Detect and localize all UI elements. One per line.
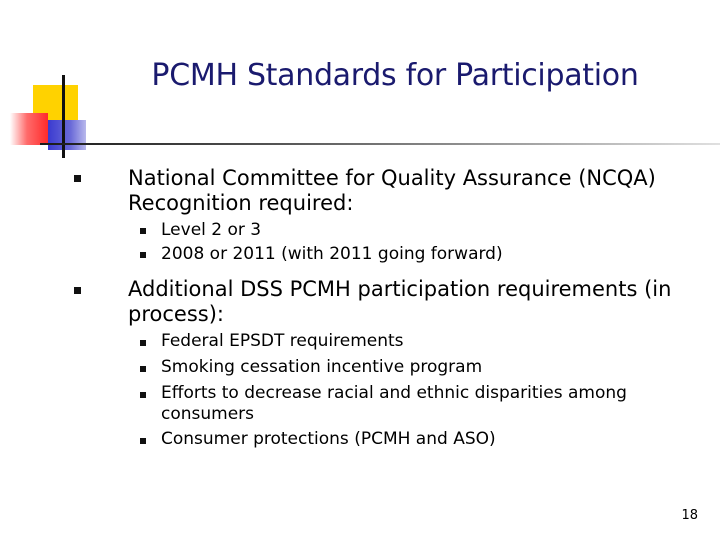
sub-bullet-marker <box>140 366 146 372</box>
blue-square <box>48 120 86 150</box>
title-divider-line <box>40 143 720 145</box>
bullet-text-line: Recognition required: <box>128 191 354 215</box>
red-square <box>10 113 48 145</box>
bullet-marker <box>74 287 81 294</box>
sub-bullet-text: consumers <box>161 404 255 424</box>
bullet-text-line: Additional DSS PCMH participation requirements (in <box>128 277 672 301</box>
bullet-marker <box>74 175 81 182</box>
ornament-vertical-line <box>62 75 65 158</box>
page-number: 18 <box>681 508 698 523</box>
sub-bullet-marker <box>140 392 146 398</box>
sub-bullet-text: Smoking cessation incentive program <box>161 357 483 377</box>
bullet-text-line: National Committee for Quality Assurance (NCQA) <box>128 166 656 190</box>
sub-bullet-marker <box>140 228 146 234</box>
slide-title: PCMH Standards for Participation <box>151 58 639 93</box>
sub-bullet-marker <box>140 438 146 444</box>
sub-bullet-text: Efforts to decrease racial and ethnic disparities among <box>161 383 627 403</box>
sub-bullet-text: Level 2 or 3 <box>161 220 262 240</box>
sub-bullet-text: Federal EPSDT requirements <box>161 331 404 351</box>
sub-bullet-marker <box>140 340 146 346</box>
sub-bullet-text: Consumer protections (PCMH and ASO) <box>161 429 496 449</box>
bullet-text-line: process): <box>128 302 224 326</box>
sub-bullet-marker <box>140 252 146 258</box>
sub-bullet-text: 2008 or 2011 (with 2011 going forward) <box>161 244 503 264</box>
